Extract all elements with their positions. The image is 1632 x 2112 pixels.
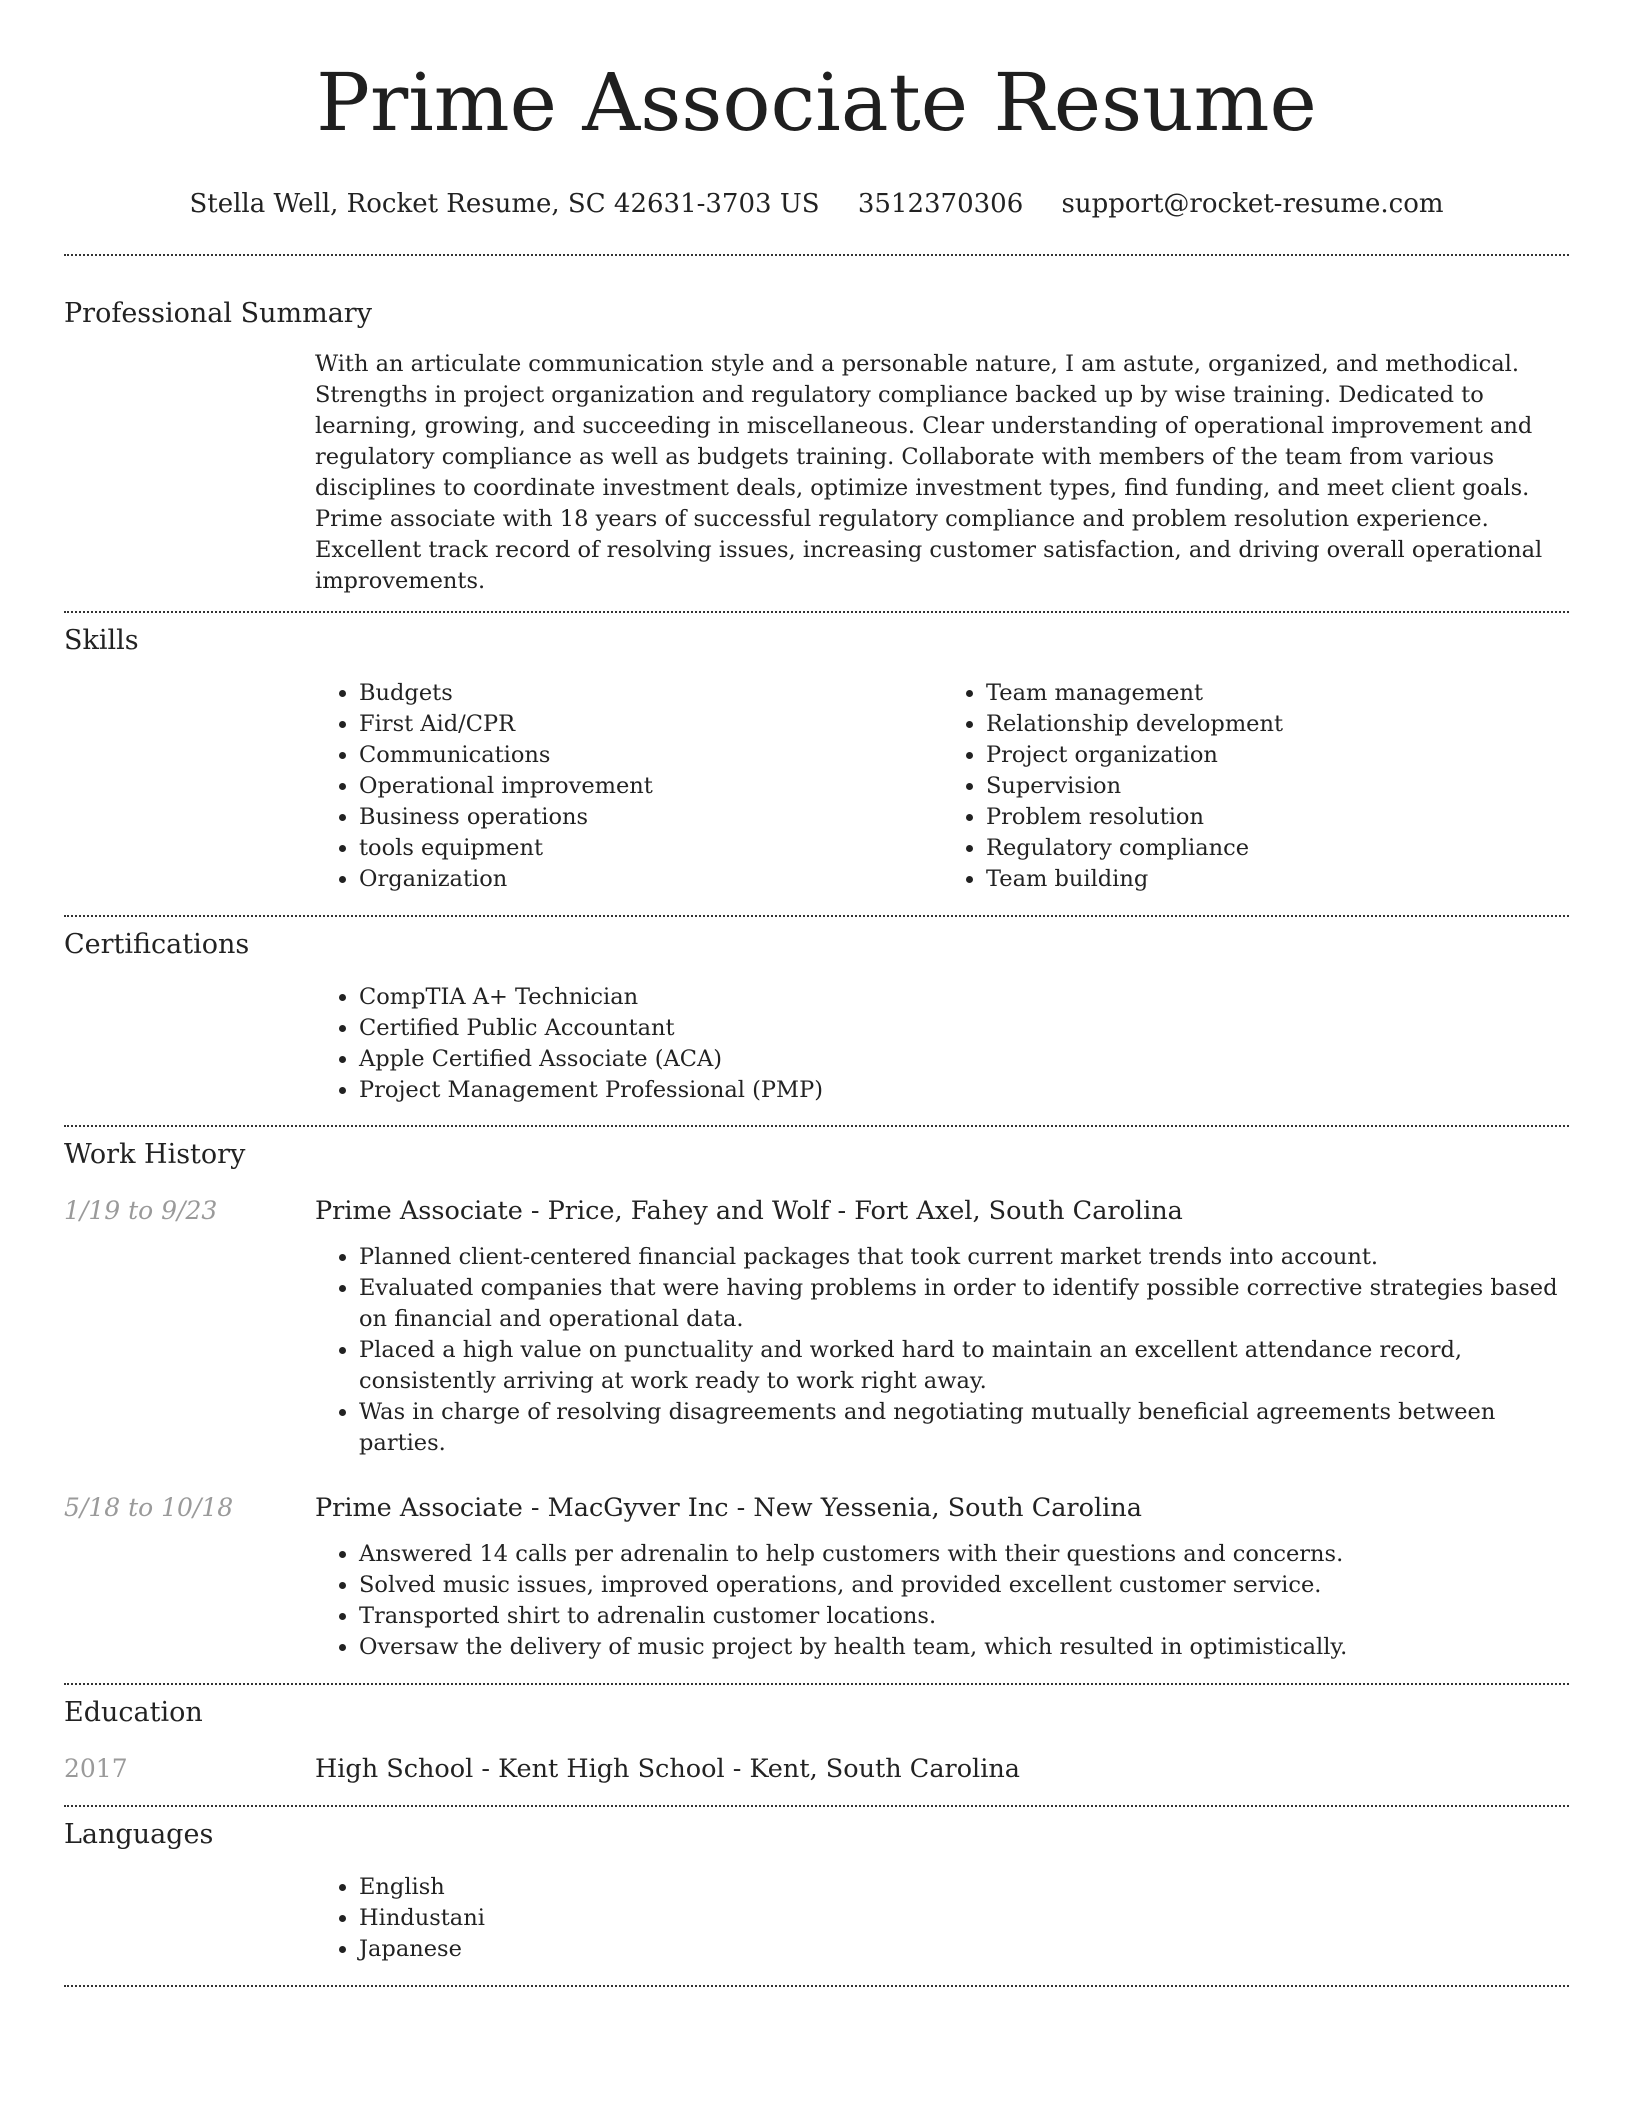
list-item: • Project Management Professional (PMP) [359, 1075, 1569, 1106]
summary-text: With an articulate communication style and a personable nature, I am astute, organized, and methodical. Strengths in project organization and regulatory compliance backed up by wise training. Dedicated to learning, growing, and succeeding in miscellaneous. Clear understanding of operational improvement and regulatory compliance as well as budgets training. Collaborate with members of the team from various disciplines to coordinate investment deals, optimize investment types, find funding, and meet client goals. Prime associate with 18 years of successful regulatory compliance and problem resolution experience. Excellent track record of resolving issues, increasing customer satisfaction, and driving overall operational improvements. [315, 351, 1543, 594]
skills-list-right [942, 678, 1569, 895]
list-item: • Japanese [359, 1934, 1569, 1965]
list-item: • Budgets [359, 678, 942, 709]
list-item: • First Aid/CPR [359, 709, 942, 740]
resume-title: Prime Associate Resume [316, 56, 1317, 149]
job-dates: 5/18 to 10/18 [64, 1493, 234, 1522]
list-item: • Answered 14 calls per adrenalin to help customers with their questions and concerns. [359, 1539, 1569, 1570]
job-heading: Prime Associate - Price, Fahey and Wolf - Fort Axel, South Carolina [315, 1196, 1183, 1226]
education-section [64, 1685, 1569, 1786]
list-item: • Team building [986, 864, 1569, 895]
list-item: • Relationship development [986, 709, 1569, 740]
list-item: • Transported shirt to adrenalin customer locations. [359, 1601, 1569, 1632]
work-history-section [64, 1127, 1569, 1663]
job-heading: Prime Associate - MacGyver Inc - New Yessenia, South Carolina [315, 1493, 1142, 1523]
job-bullets [315, 1539, 1569, 1663]
education-heading-line: High School - Kent High School - Kent, South Carolina [315, 1754, 1020, 1784]
contact-phone: 3512370306 [857, 189, 1024, 219]
contact-address: Stella Well, Rocket Resume, SC 42631-3703 US [189, 189, 820, 219]
list-item: • Certified Public Accountant [359, 1013, 1569, 1044]
list-item: • Planned client-centered financial packages that took current market trends into account. [359, 1242, 1569, 1273]
list-item: • tools equipment [359, 833, 942, 864]
job-bullets [315, 1242, 1569, 1459]
summary-heading: Professional Summary [64, 298, 372, 329]
list-item: • Was in charge of resolving disagreements and negotiating mutually beneficial agreements between parties. [359, 1397, 1569, 1459]
certifications-heading: Certifications [64, 929, 250, 960]
job-dates: 1/19 to 9/23 [64, 1196, 218, 1225]
list-item: • Oversaw the delivery of music project by health team, which resulted in optimistically. [359, 1632, 1569, 1663]
contact-email[interactable]: support@rocket-resume.com [1061, 189, 1444, 219]
list-item: • Project organization [986, 740, 1569, 771]
resume-page [64, 0, 1569, 1987]
work-history-heading: Work History [64, 1139, 246, 1170]
list-item: • Apple Certified Associate (ACA) [359, 1044, 1569, 1075]
list-item: • Placed a high value on punctuality and worked hard to maintain an excellent attendance record, consistently arriving at work ready to work right away. [359, 1335, 1569, 1397]
list-item: • Supervision [986, 771, 1569, 802]
list-item: • Communications [359, 740, 942, 771]
job-entry [64, 1491, 1569, 1663]
languages-heading: Languages [64, 1819, 214, 1850]
languages-list [315, 1872, 1569, 1965]
list-item: • Evaluated companies that were having problems in order to identify possible corrective strategies based on financial and operational data. [359, 1273, 1569, 1335]
list-item: • Business operations [359, 802, 942, 833]
list-item: • Regulatory compliance [986, 833, 1569, 864]
list-item: • Problem resolution [986, 802, 1569, 833]
divider [64, 1985, 1569, 1987]
list-item: • Hindustani [359, 1903, 1569, 1934]
skills-list-left [315, 678, 942, 895]
list-item: • CompTIA A+ Technician [359, 982, 1569, 1013]
list-item: • Solved music issues, improved operations, and provided excellent customer service. [359, 1570, 1569, 1601]
certifications-section [64, 917, 1569, 1106]
list-item: • English [359, 1872, 1569, 1903]
job-entry [64, 1194, 1569, 1459]
education-heading: Education [64, 1697, 203, 1728]
list-item: • Team management [986, 678, 1569, 709]
contact-line [64, 188, 1569, 220]
list-item: • Operational improvement [359, 771, 942, 802]
languages-section [64, 1807, 1569, 1965]
list-item: • Organization [359, 864, 942, 895]
certifications-list [315, 982, 1569, 1106]
education-year: 2017 [64, 1754, 128, 1783]
summary-section [64, 256, 1569, 597]
skills-section [64, 613, 1569, 895]
skills-heading: Skills [64, 625, 139, 656]
